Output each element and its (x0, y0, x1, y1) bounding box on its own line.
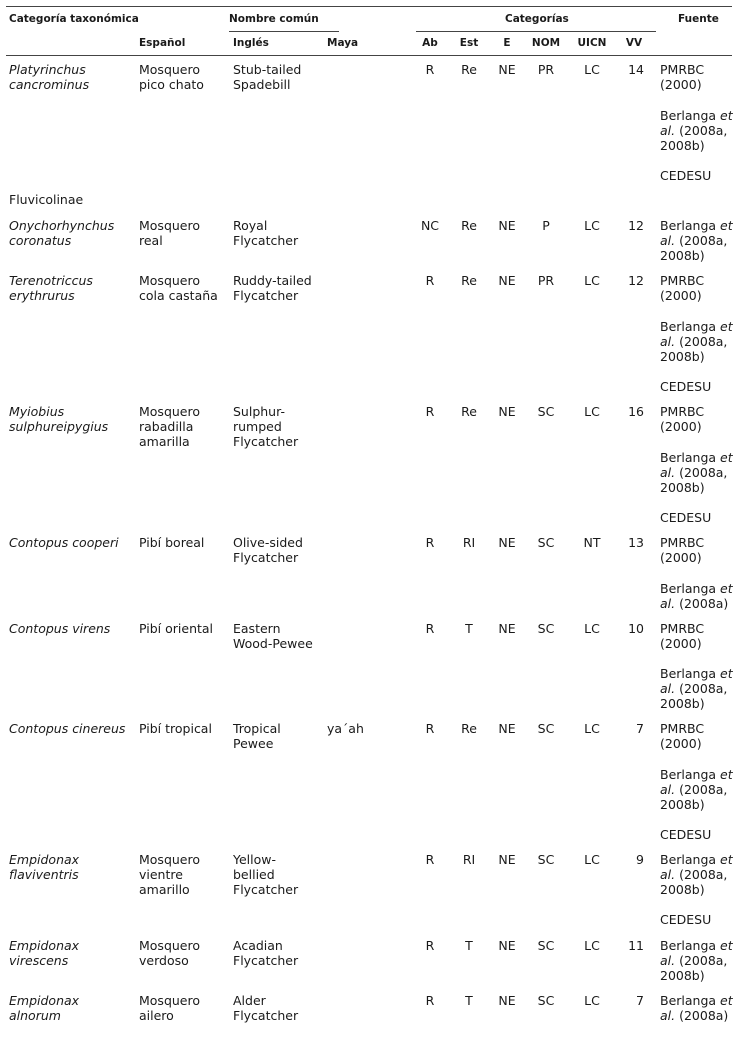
source-line: (2000) (660, 736, 702, 751)
source-line: 2008b) (660, 248, 705, 263)
common-name-rule (229, 31, 339, 32)
species-name: coronatus (9, 233, 72, 248)
source-line: Berlanga et (660, 319, 733, 334)
source-line: al. (2008a, (660, 953, 728, 968)
english-name: Flycatcher (233, 1008, 299, 1023)
header-maya: Maya (327, 37, 359, 49)
maya-name: ya´ah (327, 721, 364, 736)
nom-value: SC (537, 852, 555, 867)
species-name: Myiobius (9, 404, 65, 419)
vv-value: 13 (628, 535, 644, 550)
nom-value: PR (537, 273, 555, 288)
source-line: Berlanga et (660, 767, 733, 782)
source-line: al. (2008a, (660, 867, 728, 882)
source-line: Berlanga et (660, 938, 733, 953)
source-line: PMRBC (660, 535, 705, 550)
ab-value: R (425, 404, 435, 419)
english-name: bellied (233, 867, 275, 882)
source-line: Berlanga et (660, 666, 733, 681)
ab-value: R (425, 721, 435, 736)
header-bottom-rule (6, 55, 732, 56)
est-value: T (465, 621, 473, 636)
species-name: cancrominus (9, 77, 90, 92)
english-name: rumped (233, 419, 282, 434)
species-name: Contopus virens (9, 621, 111, 636)
species-name: alnorum (9, 1008, 61, 1023)
source-line: PMRBC (660, 62, 705, 77)
ab-value: R (425, 621, 435, 636)
source-line: 2008b) (660, 480, 705, 495)
est-value: Re (461, 273, 477, 288)
taxon-group-label: Fluvicolinae (9, 192, 84, 207)
english-name: Olive-sided (233, 535, 303, 550)
header-taxon: Categoría taxonómica (9, 13, 139, 25)
source-line: al. (2008a) (660, 596, 729, 611)
ab-value: NC (420, 218, 440, 233)
spanish-name: Mosquero (139, 852, 201, 867)
species-name: erythrurus (9, 288, 75, 303)
source-line: Berlanga et (660, 108, 733, 123)
spanish-name: pico chato (139, 77, 204, 92)
header-uicn: UICN (577, 37, 607, 49)
source-line: (2000) (660, 288, 702, 303)
spanish-name: ailero (139, 1008, 174, 1023)
source-line: PMRBC (660, 404, 705, 419)
ab-value: R (425, 273, 435, 288)
species-name: Platyrinchus (9, 62, 86, 77)
header-nom: NOM (531, 37, 561, 49)
header-e: E (503, 37, 511, 49)
est-value: Re (461, 404, 477, 419)
uicn-value: NT (583, 535, 601, 550)
top-rule (6, 6, 732, 7)
spanish-name: amarilla (139, 434, 190, 449)
uicn-value: LC (584, 938, 600, 953)
uicn-value: LC (584, 852, 600, 867)
source-line: al. (2008a, (660, 233, 728, 248)
spanish-name: Mosquero (139, 273, 201, 288)
english-name: Eastern (233, 621, 281, 636)
species-name: flaviventris (9, 867, 79, 882)
species-name: Empidonax (9, 852, 80, 867)
source-line: (2000) (660, 77, 702, 92)
nom-value: PR (537, 62, 555, 77)
uicn-value: LC (584, 273, 600, 288)
species-name: Contopus cooperi (9, 535, 119, 550)
spanish-name: Mosquero (139, 938, 201, 953)
ab-value: R (425, 852, 435, 867)
source-line: (2000) (660, 636, 702, 651)
source-line: PMRBC (660, 721, 705, 736)
header-common-name: Nombre común (229, 13, 319, 25)
source-line: Berlanga et (660, 218, 733, 233)
source-line: PMRBC (660, 273, 705, 288)
header-categories: Categorías (505, 13, 569, 25)
spanish-name: Pibí boreal (139, 535, 205, 550)
e-value: NE (498, 218, 516, 233)
spanish-name: Pibí oriental (139, 621, 214, 636)
ab-value: R (425, 938, 435, 953)
vv-value: 9 (636, 852, 644, 867)
english-name: Flycatcher (233, 550, 299, 565)
uicn-value: LC (584, 721, 600, 736)
spanish-name: Mosquero (139, 993, 201, 1008)
header-source: Fuente (678, 13, 719, 25)
vv-value: 11 (628, 938, 644, 953)
source-line: al. (2008a) (660, 1008, 729, 1023)
source-line: al. (2008a, (660, 465, 728, 480)
spanish-name: amarillo (139, 882, 190, 897)
vv-value: 12 (628, 273, 644, 288)
source-line: 2008b) (660, 968, 705, 983)
english-name: Sulphur- (233, 404, 285, 419)
vv-value: 12 (628, 218, 644, 233)
uicn-value: LC (584, 62, 600, 77)
source-line: 2008b) (660, 349, 705, 364)
source-line: Berlanga et (660, 581, 733, 596)
ab-value: R (425, 62, 435, 77)
nom-value: SC (537, 535, 555, 550)
uicn-value: LC (584, 218, 600, 233)
species-name: Empidonax (9, 938, 80, 953)
spanish-name: rabadilla (139, 419, 194, 434)
species-name: sulphureipygius (9, 419, 109, 434)
english-name: Royal (233, 218, 268, 233)
est-value: RI (462, 852, 476, 867)
spanish-name: real (139, 233, 163, 248)
source-line: PMRBC (660, 621, 705, 636)
e-value: NE (498, 721, 516, 736)
e-value: NE (498, 273, 516, 288)
source-line: 2008b) (660, 138, 705, 153)
categories-rule (416, 31, 656, 32)
english-name: Alder (233, 993, 266, 1008)
source-line: al. (2008a, (660, 782, 728, 797)
english-name: Yellow- (233, 852, 276, 867)
nom-value: SC (537, 938, 555, 953)
vv-value: 7 (636, 721, 644, 736)
nom-value: P (542, 218, 550, 233)
species-name: Contopus cinereus (9, 721, 126, 736)
vv-value: 14 (628, 62, 644, 77)
species-name: Empidonax (9, 993, 80, 1008)
uicn-value: LC (584, 404, 600, 419)
english-name: Flycatcher (233, 882, 299, 897)
english-name: Flycatcher (233, 233, 299, 248)
e-value: NE (498, 621, 516, 636)
english-name: Wood-Pewee (233, 636, 313, 651)
est-value: Re (461, 62, 477, 77)
species-name: Onychorhynchus (9, 218, 115, 233)
nom-value: SC (537, 993, 555, 1008)
source-line: al. (2008a, (660, 123, 728, 138)
vv-value: 7 (636, 993, 644, 1008)
header-spanish: Español (139, 37, 186, 49)
spanish-name: Mosquero (139, 404, 201, 419)
header-vv: VV (625, 37, 643, 49)
est-value: RI (462, 535, 476, 550)
spanish-name: cola castaña (139, 288, 218, 303)
e-value: NE (498, 62, 516, 77)
ab-value: R (425, 993, 435, 1008)
source-line: 2008b) (660, 797, 705, 812)
species-name: virescens (9, 953, 69, 968)
header-est: Est (459, 37, 479, 49)
source-line: CEDESU (660, 510, 712, 525)
header-ab: Ab (422, 37, 438, 49)
english-name: Spadebill (233, 77, 291, 92)
nom-value: SC (537, 721, 555, 736)
english-name: Acadian (233, 938, 283, 953)
source-line: al. (2008a, (660, 334, 728, 349)
english-name: Ruddy-tailed (233, 273, 312, 288)
source-line: CEDESU (660, 379, 712, 394)
source-line: Berlanga et (660, 993, 733, 1008)
source-line: Berlanga et (660, 450, 733, 465)
nom-value: SC (537, 621, 555, 636)
spanish-name: Mosquero (139, 62, 201, 77)
e-value: NE (498, 535, 516, 550)
source-line: (2000) (660, 550, 702, 565)
est-value: T (465, 993, 473, 1008)
est-value: Re (461, 218, 477, 233)
species-name: Terenotriccus (9, 273, 93, 288)
e-value: NE (498, 938, 516, 953)
e-value: NE (498, 852, 516, 867)
source-line: 2008b) (660, 882, 705, 897)
source-line: CEDESU (660, 912, 712, 927)
spanish-name: vientre (139, 867, 183, 882)
english-name: Stub-tailed (233, 62, 302, 77)
english-name: Flycatcher (233, 288, 299, 303)
source-line: CEDESU (660, 168, 712, 183)
english-name: Pewee (233, 736, 274, 751)
english-name: Flycatcher (233, 434, 299, 449)
source-line: al. (2008a, (660, 681, 728, 696)
source-line: (2000) (660, 419, 702, 434)
e-value: NE (498, 404, 516, 419)
vv-value: 16 (628, 404, 644, 419)
english-name: Tropical (233, 721, 281, 736)
spanish-name: verdoso (139, 953, 189, 968)
spanish-name: Pibí tropical (139, 721, 212, 736)
est-value: T (465, 938, 473, 953)
source-line: 2008b) (660, 696, 705, 711)
spanish-name: Mosquero (139, 218, 201, 233)
e-value: NE (498, 993, 516, 1008)
source-line: CEDESU (660, 827, 712, 842)
uicn-value: LC (584, 993, 600, 1008)
uicn-value: LC (584, 621, 600, 636)
source-line: Berlanga et (660, 852, 733, 867)
ab-value: R (425, 535, 435, 550)
english-name: Flycatcher (233, 953, 299, 968)
nom-value: SC (537, 404, 555, 419)
vv-value: 10 (628, 621, 644, 636)
header-english: Inglés (233, 37, 269, 49)
est-value: Re (461, 721, 477, 736)
